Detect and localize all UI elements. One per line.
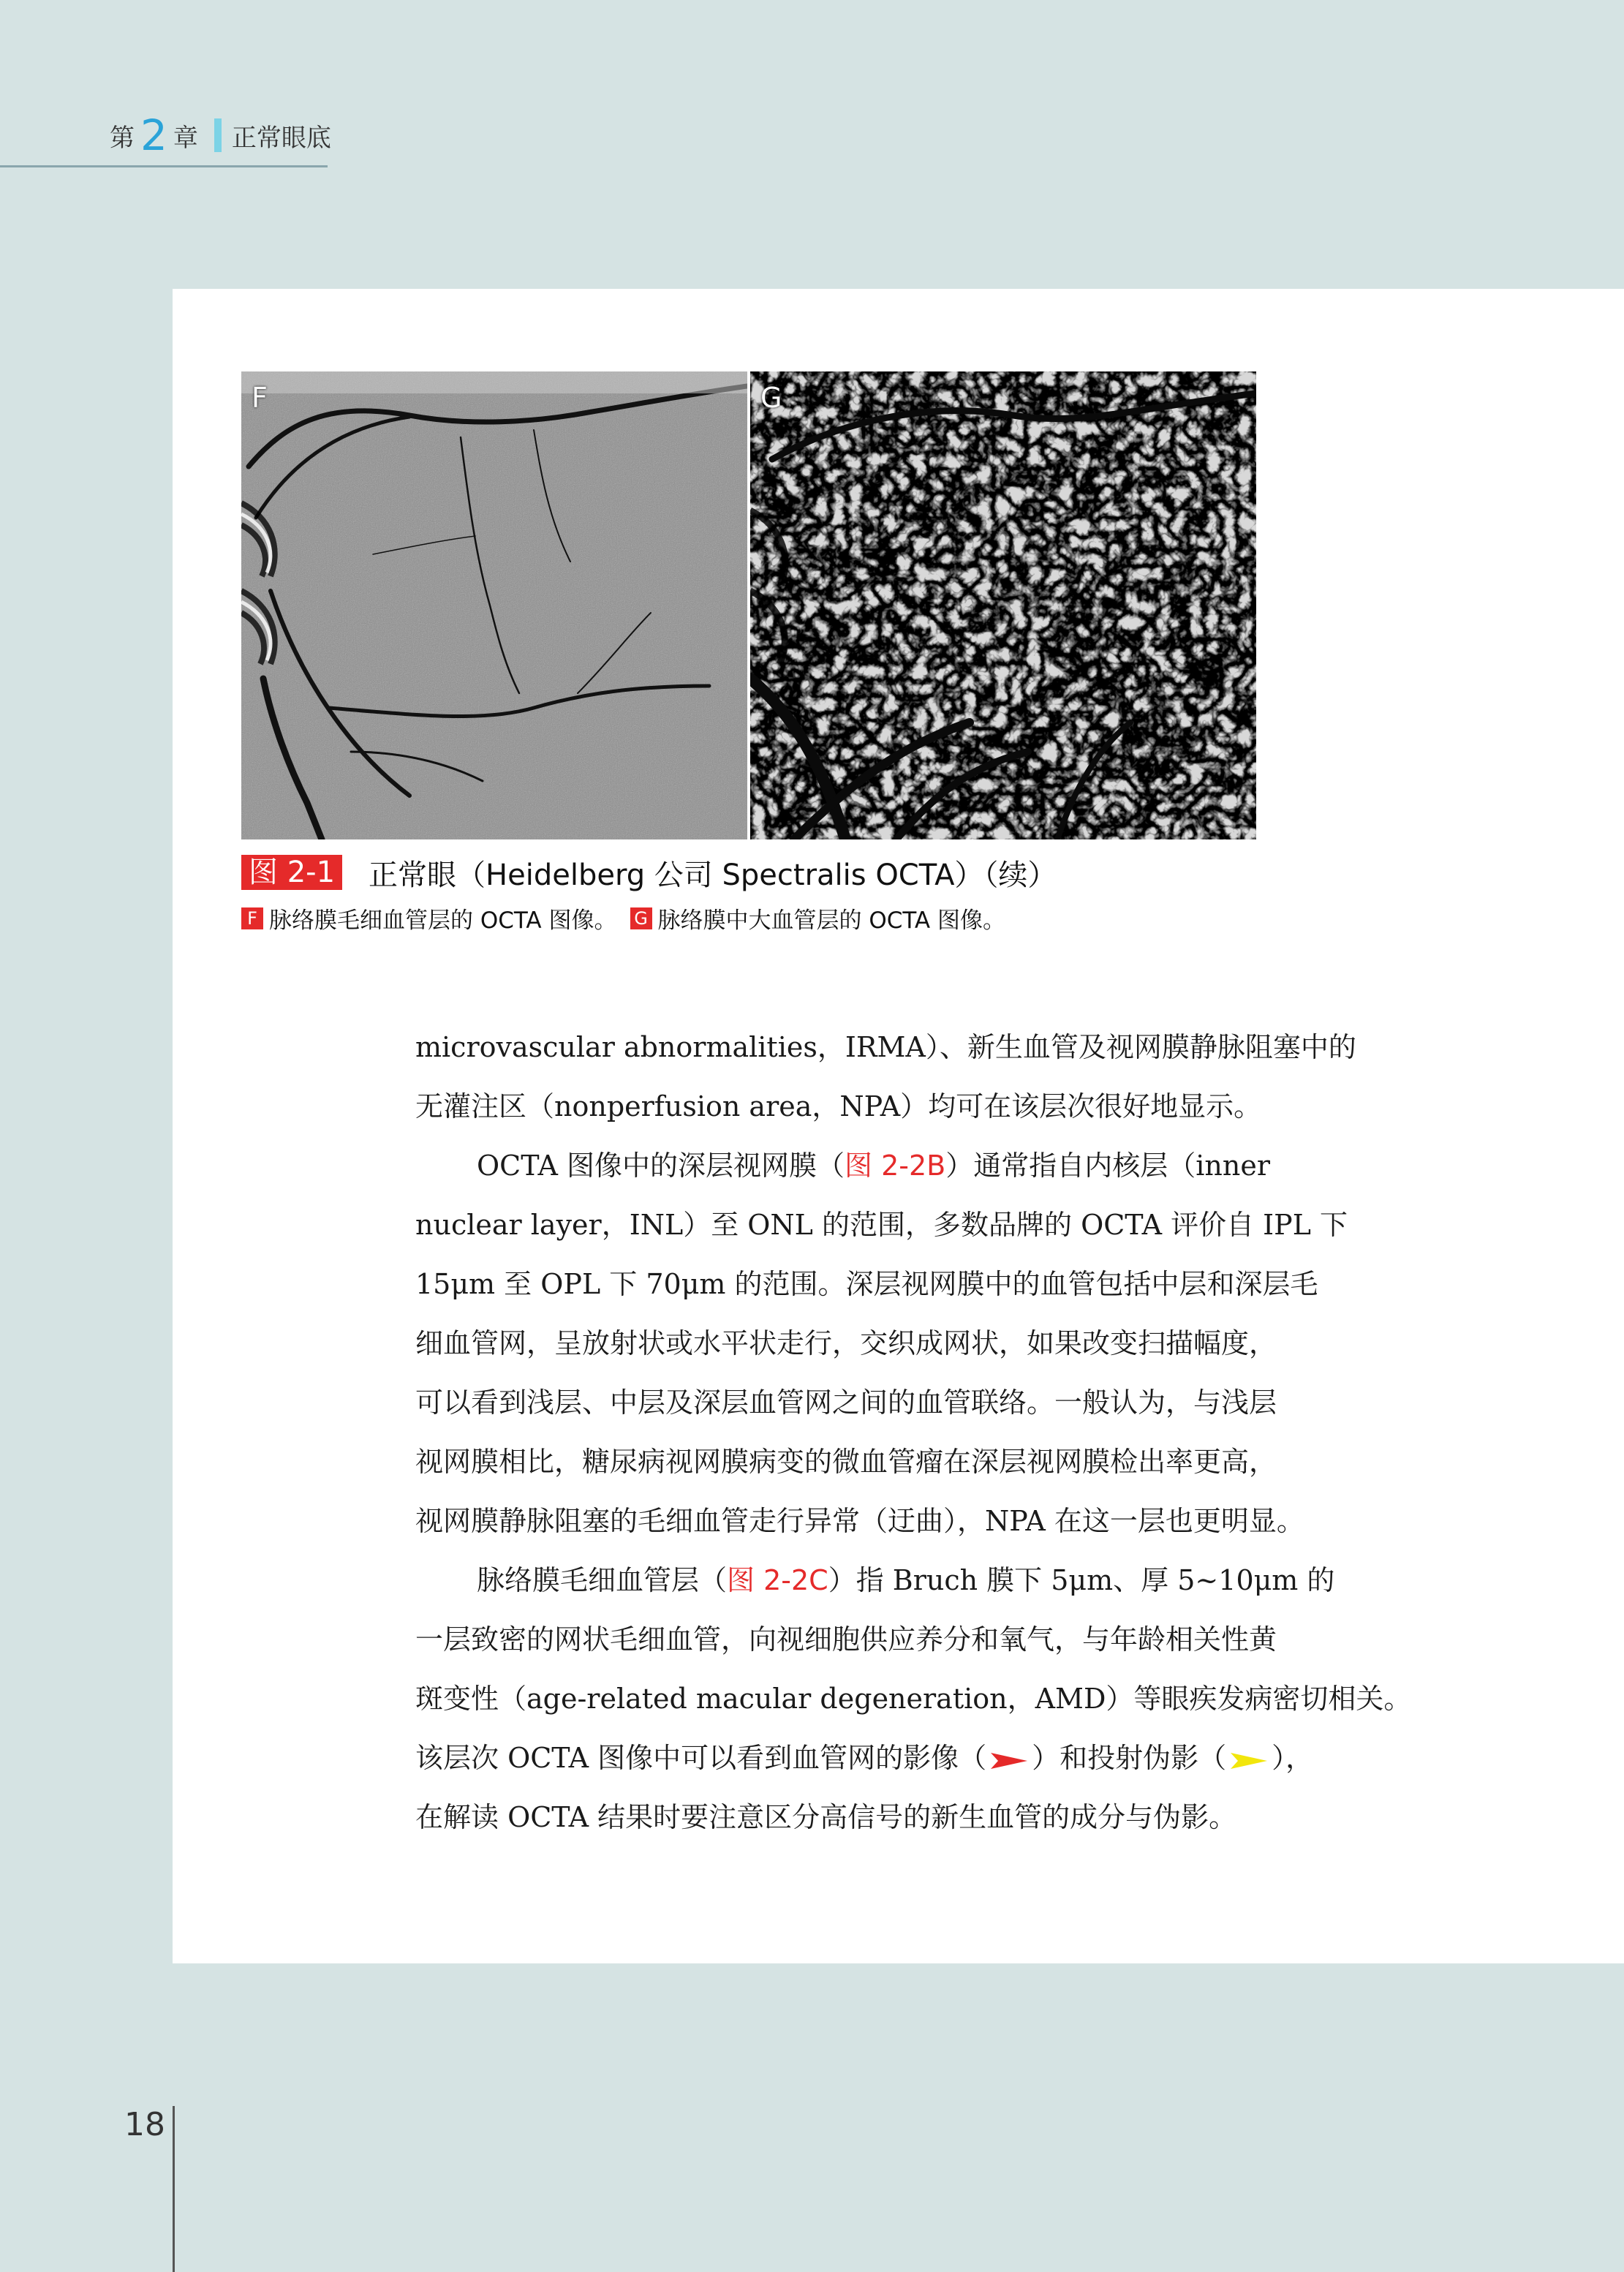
text-line	[415, 1669, 1412, 1729]
text-run: 一层致密的网状毛细血管，向视细胞供应养分和氧气，与年龄相关性黄	[415, 1623, 1277, 1656]
panel-letter-g: G	[760, 382, 782, 414]
chapter-title: 正常眼底	[231, 123, 331, 153]
text-run: 在解读 OCTA 结果时要注意区分高信号的新生血管的成分与伪影。	[415, 1801, 1237, 1833]
text-line	[415, 1729, 1366, 1788]
choriocapillaris-octa-image	[241, 371, 747, 839]
chapter-number: 2	[140, 110, 167, 160]
figure-panel-g	[750, 371, 1256, 839]
text-run: 视网膜相比，糖尿病视网膜病变的微血管瘤在深层视网膜检出率更高，	[415, 1446, 1277, 1478]
choroid-large-vessel-octa-image	[750, 371, 1256, 839]
text-run: 15μm 至 OPL 下 70μm 的范围。深层视网膜中的血管包括中层和深层毛	[415, 1268, 1318, 1300]
figure-subcaptions	[241, 902, 1057, 935]
text-run: ）和投射伪影（	[1032, 1742, 1227, 1774]
text-line	[415, 1196, 1366, 1255]
body-text	[415, 1018, 1412, 1847]
page-number: 18	[124, 2106, 165, 2143]
yellow-arrowhead-icon	[1229, 1750, 1269, 1772]
figure-title: 正常眼（Heidelberg 公司 Spectralis OCTA）（续）	[369, 858, 1057, 892]
subcaption-letter-g: G	[630, 907, 652, 929]
text-line	[415, 1610, 1366, 1669]
text-line	[415, 1373, 1366, 1433]
subcaption-g: 脉络膜中大血管层的 OCTA 图像。	[657, 907, 1005, 934]
figure-panel-f	[241, 371, 747, 839]
page-number-rule	[173, 2106, 175, 2272]
text-line	[415, 1433, 1366, 1492]
text-line	[415, 1788, 1366, 1847]
figure-tag: 图 2-1	[241, 855, 342, 890]
text-run: OCTA 图像中的深层视网膜（	[477, 1150, 845, 1182]
red-arrowhead-icon	[989, 1750, 1029, 1772]
subcaption-letter-f: F	[241, 907, 263, 929]
chapter-prefix: 第	[110, 123, 135, 153]
header-accent-bar	[214, 118, 222, 152]
header-rule	[0, 165, 328, 167]
text-line	[415, 1136, 1366, 1196]
text-line	[415, 1018, 1366, 1077]
figure-reference-2-2b[interactable]: 图 2-2B	[845, 1150, 946, 1182]
text-line	[415, 1551, 1366, 1610]
panel-letter-f: F	[252, 382, 268, 414]
text-run: ）指 Bruch 膜下 5μm、厚 5~10μm 的	[828, 1564, 1335, 1596]
text-line	[415, 1492, 1366, 1551]
text-line	[415, 1314, 1366, 1373]
text-line	[415, 1255, 1366, 1314]
text-line	[415, 1077, 1366, 1136]
text-run: ），	[1272, 1742, 1314, 1774]
subcaption-f: 脉络膜毛细血管层的 OCTA 图像。	[269, 907, 617, 934]
text-run: nuclear layer，INL）至 ONL 的范围，多数品牌的 OCTA 评价自 IPL 下	[415, 1209, 1348, 1241]
text-run: 脉络膜毛细血管层（	[477, 1564, 728, 1596]
text-run: 斑变性（age-related macular degeneration，AMD）等眼疾发病密切相关。	[415, 1683, 1412, 1715]
figure-caption	[241, 852, 1057, 935]
text-run: 无灌注区（nonperfusion area，NPA）均可在该层次很好地显示。	[415, 1090, 1262, 1122]
text-run: ）通常指自内核层（inner	[945, 1150, 1271, 1182]
chapter-suffix: 章	[173, 123, 198, 153]
figure-reference-2-2c[interactable]: 图 2-2C	[727, 1564, 828, 1596]
text-run: 该层次 OCTA 图像中可以看到血管网的影像（	[415, 1742, 987, 1774]
running-header	[110, 110, 331, 161]
text-run: 可以看到浅层、中层及深层血管网之间的血管联络。一般认为，与浅层	[415, 1386, 1277, 1419]
text-run: 细血管网，呈放射状或水平状走行，交织成网状，如果改变扫描幅度，	[415, 1327, 1277, 1359]
text-run: microvascular abnormalities，IRMA）、新生血管及视网膜静脉阻塞中的	[415, 1031, 1356, 1063]
text-run: 视网膜静脉阻塞的毛细血管走行异常（迂曲），NPA 在这一层也更明显。	[415, 1505, 1304, 1537]
